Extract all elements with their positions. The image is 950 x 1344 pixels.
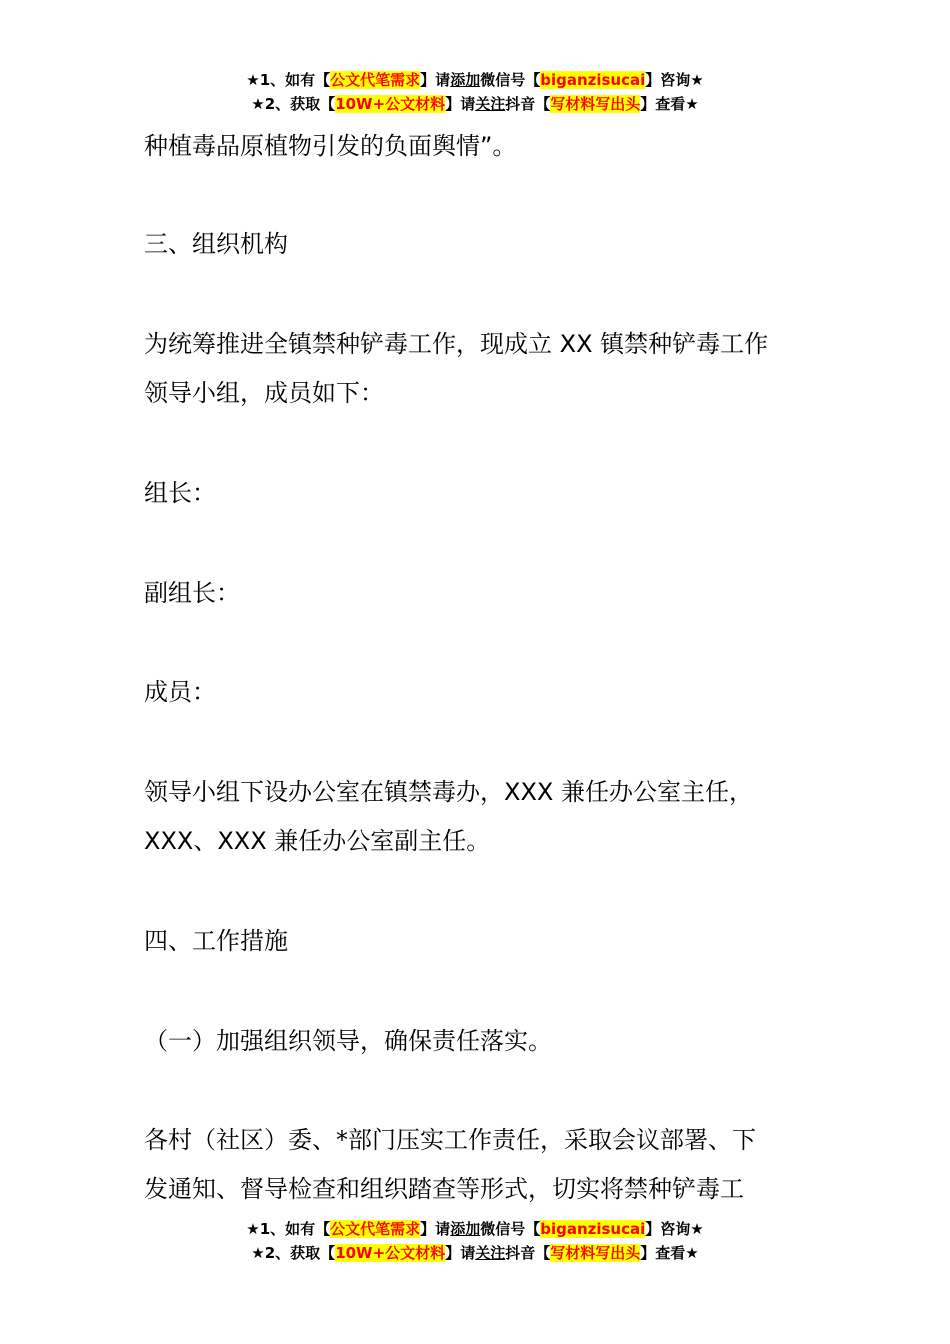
promo-line-1: [0, 1219, 950, 1243]
promo-text: 】咨询★: [645, 1220, 704, 1238]
promo-banner-bottom: [0, 1219, 950, 1267]
promo-text: 】查看★: [640, 1244, 699, 1262]
deputy-leader-label: 副组长：: [144, 579, 240, 607]
promo-line-1: [0, 70, 950, 94]
promo-highlight: 公文代笔需求: [330, 1220, 421, 1238]
promo-text: 抖音【: [505, 95, 551, 113]
promo-text: ★2、获取【: [251, 95, 336, 113]
paragraph-line: 领导小组下设办公室在镇禁毒办，XXX 兼任办公室主任，: [144, 778, 753, 806]
subsection-heading-leadership: （一）加强组织领导，确保责任落实。: [144, 1027, 552, 1055]
promo-text: 】请: [445, 95, 476, 113]
promo-douyin-name: 写材料写出头: [550, 95, 641, 113]
paragraph-continuation: 种植毒品原植物引发的负面舆情”。: [144, 132, 517, 160]
promo-text: 】请: [420, 71, 451, 89]
promo-text: 】请: [420, 1220, 451, 1238]
paragraph-line: XXX、XXX 兼任办公室副主任。: [144, 827, 491, 855]
promo-line-2: [0, 1243, 950, 1267]
group-leader-label: 组长：: [144, 479, 216, 507]
promo-text: 】查看★: [640, 95, 699, 113]
promo-line-2: [0, 94, 950, 118]
promo-wechat-id: biganzisucai: [540, 71, 646, 89]
paragraph-responsibility: [144, 1116, 844, 1214]
promo-wechat-id: biganzisucai: [540, 1220, 646, 1238]
section-heading-measures: 四、工作措施: [144, 927, 288, 955]
paragraph-line: 为统筹推进全镇禁种铲毒工作，现成立 XX 镇禁种铲毒工作: [144, 330, 769, 358]
promo-underlined-text: 关注: [475, 95, 506, 113]
paragraph-line: 发通知、督导检查和组织踏查等形式，切实将禁种铲毒工: [144, 1175, 744, 1203]
promo-text: ★1、如有【: [246, 71, 331, 89]
promo-douyin-name: 写材料写出头: [550, 1244, 641, 1262]
promo-text: 微信号【: [480, 1220, 541, 1238]
promo-text: 微信号【: [480, 71, 541, 89]
promo-underlined-text: 添加: [450, 71, 481, 89]
promo-text: ★1、如有【: [246, 1220, 331, 1238]
paragraph-line: 各村（社区）委、*部门压实工作责任，采取会议部署、下: [144, 1126, 756, 1154]
promo-highlight: 公文代笔需求: [330, 71, 421, 89]
promo-underlined-text: 关注: [475, 1244, 506, 1262]
promo-highlight: 10W+公文材料: [335, 95, 446, 113]
paragraph-office: [144, 768, 844, 866]
promo-banner-top: [0, 70, 950, 118]
promo-text: 】请: [445, 1244, 476, 1262]
paragraph-line: 领导小组，成员如下：: [144, 379, 384, 407]
promo-text: 抖音【: [505, 1244, 551, 1262]
section-heading-organization: 三、组织机构: [144, 230, 288, 258]
promo-underlined-text: 添加: [450, 1220, 481, 1238]
promo-highlight: 10W+公文材料: [335, 1244, 446, 1262]
promo-text: ★2、获取【: [251, 1244, 336, 1262]
members-label: 成员：: [144, 678, 216, 706]
promo-text: 】咨询★: [645, 71, 704, 89]
paragraph-leading-group: [144, 320, 844, 418]
